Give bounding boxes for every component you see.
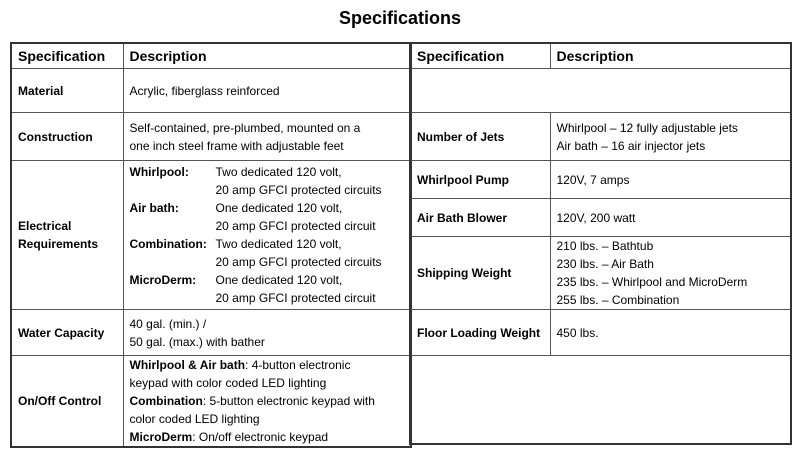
header-description: Description [550, 43, 791, 69]
spec-value-electrical [123, 161, 411, 310]
table-row [11, 310, 411, 356]
spec-value-onoff [123, 356, 411, 448]
table-row [11, 113, 411, 161]
table-row [410, 237, 791, 310]
page-title: Specifications [338, 8, 462, 28]
spec-label-onoff: On/Off Control [11, 356, 123, 448]
table-row [11, 356, 411, 448]
spec-label-floor: Floor Loading Weight [410, 310, 550, 356]
onoff-line-4: color coded LED lighting [129, 412, 260, 426]
empty-cell [410, 69, 791, 113]
electrical-label-line-1: Electrical [18, 219, 72, 233]
jets-line-2: Air bath – 16 air injector jets [556, 138, 706, 153]
electrical-value: One dedicated 120 volt, 20 amp GFCI protected circuit [215, 273, 376, 305]
spec-label-construction: Construction [11, 113, 123, 161]
specs-table-left [10, 42, 412, 448]
electrical-value: Two dedicated 120 volt, 20 amp GFCI protected circuits [215, 237, 382, 269]
spec-label-shipping: Shipping Weight [410, 237, 550, 310]
water-line-2: 50 gal. (max.) with bather [129, 334, 265, 349]
electrical-key: Combination: [129, 237, 207, 251]
spec-label-material: Material [11, 69, 123, 113]
construction-line-1: Self-contained, pre-plumbed, mounted on a [129, 120, 361, 135]
table-header-row [11, 43, 411, 69]
spec-label-water: Water Capacity [11, 310, 123, 356]
onoff-line-2: keypad with color coded LED lighting [129, 376, 327, 390]
spec-value-shipping [550, 237, 791, 310]
shipping-line: 230 lbs. – Air Bath [556, 257, 654, 271]
spec-value-material: Acrylic, fiberglass reinforced [123, 69, 411, 113]
electrical-value: Two dedicated 120 volt, 20 amp GFCI protected circuits [215, 165, 382, 197]
header-description: Description [123, 43, 411, 69]
empty-cell [410, 356, 791, 444]
electrical-value: One dedicated 120 volt, 20 amp GFCI protected circuit [215, 201, 376, 233]
onoff-line-3: Combination: 5-button electronic keypad with [129, 394, 375, 408]
shipping-line: 255 lbs. – Combination [556, 293, 680, 307]
electrical-item [130, 199, 382, 235]
spec-value-blower: 120V, 200 watt [550, 199, 791, 237]
table-row [410, 310, 791, 356]
construction-line-2: one inch steel frame with adjustable feet [129, 138, 344, 153]
header-specification: Specification [410, 43, 550, 69]
spec-label-blower: Air Bath Blower [410, 199, 550, 237]
table-row [11, 69, 411, 113]
electrical-key: Whirlpool: [129, 165, 189, 179]
table-row [410, 161, 791, 199]
shipping-line: 235 lbs. – Whirlpool and MicroDerm [556, 275, 748, 289]
table-row-empty [410, 356, 791, 444]
table-row [410, 113, 791, 161]
shipping-line: 210 lbs. – Bathtub [556, 239, 654, 253]
onoff-line-1: Whirlpool & Air bath: 4-button electronic [129, 358, 351, 372]
table-header-row [410, 43, 791, 69]
spec-value-pump: 120V, 7 amps [550, 161, 791, 199]
spec-label-jets: Number of Jets [410, 113, 550, 161]
spec-value-floor: 450 lbs. [550, 310, 791, 356]
electrical-item [130, 271, 382, 307]
table-row [11, 161, 411, 310]
onoff-line-5: MicroDerm: On/off electronic keypad [129, 430, 329, 444]
spec-label-electrical [11, 161, 123, 310]
electrical-label-line-2: Requirements [18, 237, 99, 251]
spec-value-construction [123, 113, 411, 161]
specs-table-right [409, 42, 792, 445]
header-specification: Specification [11, 43, 123, 69]
water-line-1: 40 gal. (min.) / [129, 316, 207, 331]
electrical-key: MicroDerm: [129, 273, 197, 287]
electrical-item [130, 235, 382, 271]
table-row [410, 199, 791, 237]
table-row-empty [410, 69, 791, 113]
electrical-list [130, 163, 382, 307]
spec-value-water [123, 310, 411, 356]
jets-line-1: Whirlpool – 12 fully adjustable jets [556, 120, 738, 135]
electrical-key: Air bath: [129, 201, 179, 215]
electrical-item [130, 163, 382, 199]
spec-label-pump: Whirlpool Pump [410, 161, 550, 199]
spec-value-jets [550, 113, 791, 161]
